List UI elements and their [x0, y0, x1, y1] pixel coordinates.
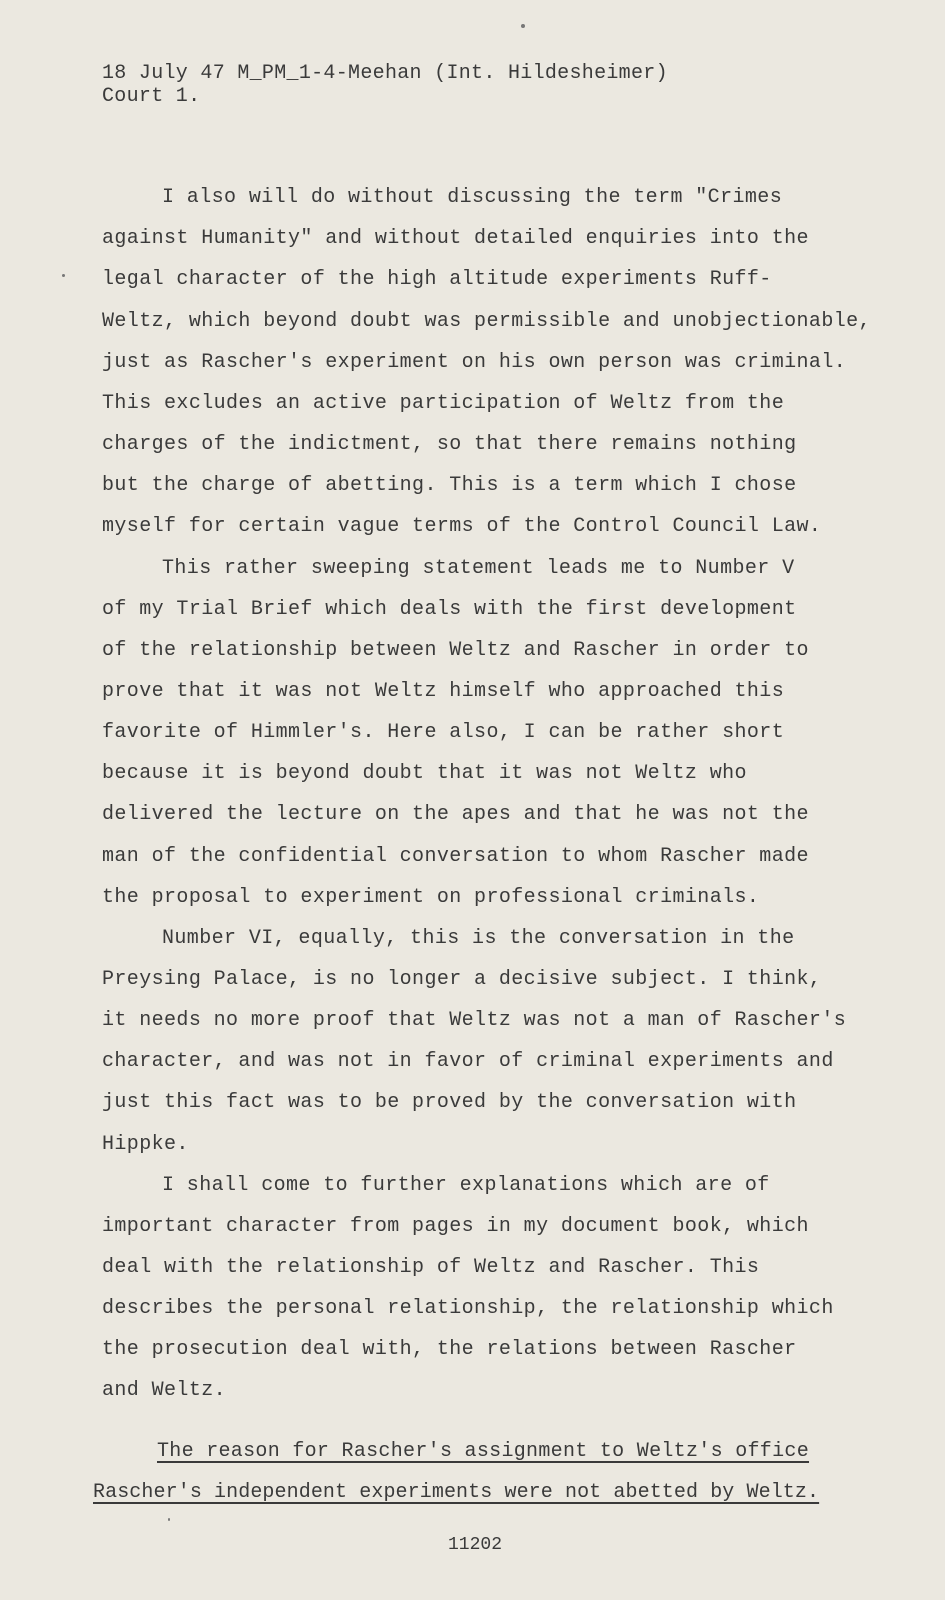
text-line: against Humanity" and without detailed enquiries into the: [102, 227, 809, 250]
text-line: important character from pages in my document book, which: [102, 1215, 809, 1238]
text-line: because it is beyond doubt that it was not Weltz who: [102, 762, 747, 785]
text-line: This excludes an active participation of Weltz from the: [102, 392, 785, 415]
text-line: I also will do without discussing the term "Crimes: [162, 186, 783, 209]
text-line: Weltz, which beyond doubt was permissible and unobjectionable,: [102, 310, 871, 333]
paper-speck: [168, 1518, 170, 1521]
paper-speck: [62, 274, 65, 277]
heading-independent-experiments: Rascher's independent experiments were not abetted by Weltz.: [93, 1481, 820, 1504]
document-header: [102, 62, 668, 108]
page-number: 11202: [448, 1535, 503, 1555]
text-line: just this fact was to be proved by the conversation with: [102, 1091, 797, 1114]
text-line: Preysing Palace, is no longer a decisive subject. I think,: [102, 968, 822, 991]
text-line: but the charge of abetting. This is a term which I chose: [102, 474, 797, 497]
text-line: character, and was not in favor of criminal experiments and: [102, 1050, 834, 1073]
text-line: just as Rascher's experiment on his own person was criminal.: [102, 351, 847, 374]
paper-speck: [521, 24, 525, 28]
text-line: Hippke.: [102, 1133, 189, 1156]
text-line: the prosecution deal with, the relations between Rascher: [102, 1338, 797, 1361]
text-line: This rather sweeping statement leads me to Number V: [162, 557, 795, 580]
text-line: delivered the lecture on the apes and that he was not the: [102, 803, 809, 826]
text-line: deal with the relationship of Weltz and Rascher. This: [102, 1256, 760, 1279]
header-reference-line: 18 July 47 M_PM_1-4-Meehan (Int. Hildesheimer): [102, 62, 668, 85]
text-line: and Weltz.: [102, 1379, 227, 1402]
text-line: favorite of Himmler's. Here also, I can be rather short: [102, 721, 785, 744]
text-line: man of the confidential conversation to whom Rascher made: [102, 845, 809, 868]
text-line: describes the personal relationship, the relationship which: [102, 1297, 834, 1320]
text-line: of the relationship between Weltz and Rascher in order to: [102, 639, 809, 662]
text-line: I shall come to further explanations which are of: [162, 1174, 770, 1197]
heading-assignment-reason: The reason for Rascher's assignment to Weltz's office: [157, 1440, 810, 1463]
text-line: Number VI, equally, this is the conversation in the: [162, 927, 795, 950]
text-line: myself for certain vague terms of the Control Council Law.: [102, 515, 822, 538]
text-line: charges of the indictment, so that there remains nothing: [102, 433, 797, 456]
text-line: legal character of the high altitude experiments Ruff-: [102, 268, 772, 291]
text-line: prove that it was not Weltz himself who approached this: [102, 680, 785, 703]
text-line: of my Trial Brief which deals with the first development: [102, 598, 797, 621]
header-court-line: Court 1.: [102, 85, 201, 108]
text-line: the proposal to experiment on professional criminals.: [102, 886, 760, 909]
text-line: it needs no more proof that Weltz was not a man of Rascher's: [102, 1009, 847, 1032]
